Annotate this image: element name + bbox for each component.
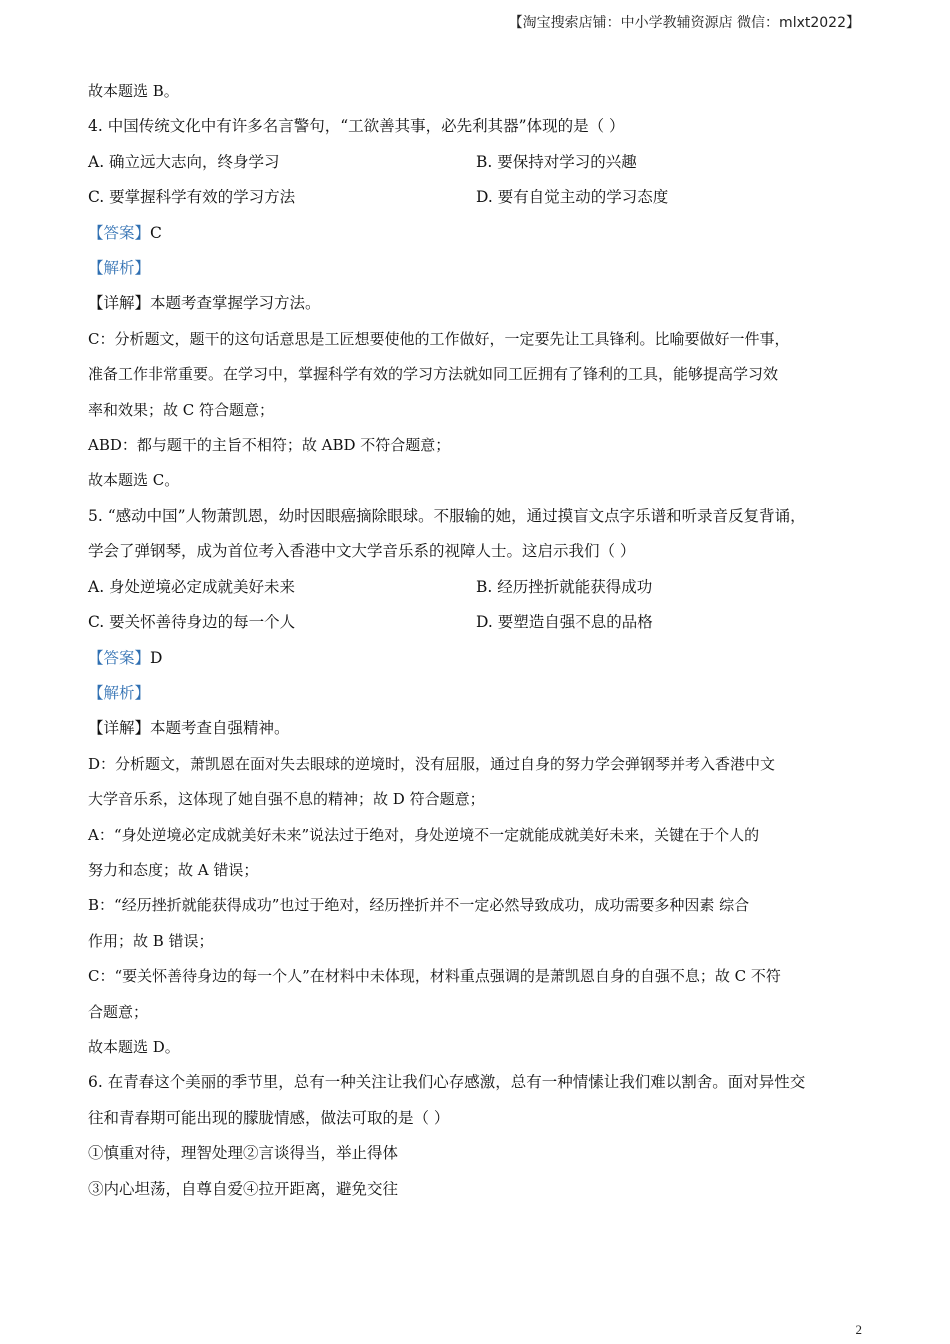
answer-tag: 【答案】 — [88, 223, 151, 242]
q5-option-d: D. 要塑造自强不息的品格 — [476, 613, 653, 632]
q5-explanation-7: C：“要关怀善待身边的每一个人”在材料中未体现，材料重点强调的是萧凯恩自身的自强不息；故 C 不符 — [88, 967, 781, 986]
page-header: 【淘宝搜索店铺：中小学教辅资源店 微信：mlxt2022】 — [508, 15, 860, 31]
previous-conclusion: 故本题选 B。 — [88, 82, 179, 100]
q5-answer-value: D — [150, 648, 163, 667]
q4-option-c: C. 要掌握科学有效的学习方法 — [88, 188, 296, 207]
answer-tag: 【答案】 — [88, 648, 151, 667]
q5-stem-2: 学会了弹钢琴，成为首位考入香港中文大学音乐系的视障人士。这启示我们（ ） — [88, 542, 636, 561]
q6-option-line-2: ③内心坦荡，自尊自爱④拉开距离，避免交往 — [88, 1179, 399, 1198]
q4-options-row-2 — [88, 180, 868, 215]
q5-explanation-2: 大学音乐系，这体现了她自强不息的精神；故 D 符合题意； — [88, 790, 485, 809]
q4-analysis-tag: 【解析】 — [88, 259, 151, 278]
q5-explanation-3: A：“身处逆境必定成就美好未来”说法过于绝对，身处逆境不一定就能成就美好未来，关键在于个人的 — [88, 825, 760, 844]
q5-explanation-4: 努力和态度；故 A 错误； — [88, 860, 259, 879]
q4-option-b: B. 要保持对学习的兴趣 — [476, 152, 637, 171]
q5-detail: 【详解】本题考查自强精神。 — [88, 719, 290, 738]
q6-option-line-1: ①慎重对待，理智处理②言谈得当，举止得体 — [88, 1144, 399, 1163]
q4-explanation-4: ABD：都与题干的主旨不相符；故 ABD 不符合题意； — [88, 436, 451, 455]
q4-options-row-1 — [88, 145, 868, 180]
q5-conclusion: 故本题选 D。 — [88, 1037, 180, 1056]
q4-answer-value: C — [150, 223, 162, 242]
q5-option-a: A. 身处逆境必定成就美好未来 — [88, 577, 296, 596]
q5-option-c: C. 要关怀善待身边的每一个人 — [88, 613, 296, 632]
q5-options-row-2 — [88, 605, 868, 640]
q4-explanation-3: 率和效果；故 C 符合题意； — [88, 400, 275, 419]
q5-explanation-1: D：分析题文，萧凯恩在面对失去眼球的逆境时，没有屈服，通过自身的努力学会弹钢琴并考入香港中文 — [88, 754, 776, 773]
q4-explanation-2: 准备工作非常重要。在学习中，掌握科学有效的学习方法就如同工匠拥有了锋利的工具，能够提高学习效 — [88, 365, 779, 384]
q5-explanation-8: 合题意； — [88, 1002, 149, 1021]
q5-explanation-6: 作用；故 B 错误； — [88, 931, 214, 950]
q4-option-a: A. 确立远大志向，终身学习 — [88, 152, 280, 171]
q6-stem-1: 6. 在青春这个美丽的季节里，总有一种关注让我们心存感激，总有一种情愫让我们难以割舍。面对异性交 — [88, 1073, 806, 1092]
q4-conclusion: 故本题选 C。 — [88, 471, 180, 490]
q4-answer — [88, 216, 868, 251]
q5-explanation-5: B：“经历挫折就能获得成功”也过于绝对，经历挫折并不一定必然导致成功，成功需要多种因素 综合 — [88, 896, 750, 915]
q5-stem-1: 5. “感动中国”人物萧凯恩，幼时因眼癌摘除眼球。不服输的她，通过摸盲文点字乐谱和听录音反复背诵， — [88, 506, 806, 525]
page-number: 2 — [855, 1322, 862, 1337]
q5-analysis-tag: 【解析】 — [88, 683, 151, 702]
document-body — [88, 74, 868, 1207]
q4-option-d: D. 要有自觉主动的学习态度 — [476, 188, 669, 207]
q5-options-row-1 — [88, 570, 868, 605]
q4-detail: 【详解】本题考查掌握学习方法。 — [88, 294, 321, 313]
q6-stem-2: 往和青春期可能出现的朦胧情感，做法可取的是（ ） — [88, 1108, 450, 1127]
q4-explanation-1: C：分析题文，题干的这句话意思是工匠想要使他的工作做好，一定要先让工具锋利。比喻要做好一件事， — [88, 329, 790, 348]
q5-option-b: B. 经历挫折就能获得成功 — [476, 577, 653, 596]
q5-answer — [88, 641, 868, 676]
q4-stem: 4. 中国传统文化中有许多名言警句，“工欲善其事，必先利其器”体现的是（ ） — [88, 117, 625, 136]
